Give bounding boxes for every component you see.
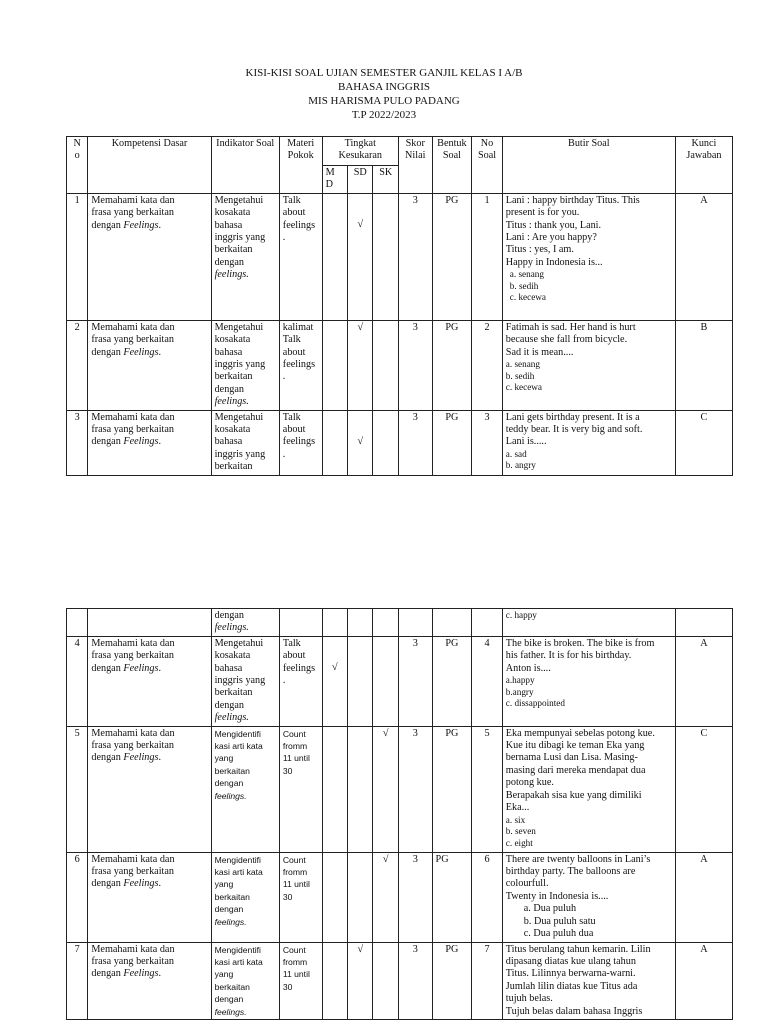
butir-line: Happy in Indonesia is... bbox=[505, 256, 603, 268]
kd-feelings: Feelings bbox=[123, 662, 159, 674]
materi-line: . bbox=[282, 448, 286, 460]
materi-line: kalimat bbox=[282, 321, 314, 333]
soal-number-cell: 5 bbox=[472, 726, 503, 852]
butir-line: Anton is.... bbox=[505, 662, 551, 674]
butir-line: Jumlah lilin diatas kue Titus ada bbox=[505, 980, 638, 992]
kd-feelings: Feelings bbox=[123, 346, 159, 358]
butir-soal-cell bbox=[502, 636, 675, 726]
kd-feelings: Feelings bbox=[123, 219, 159, 231]
empty-cell bbox=[88, 609, 211, 637]
ind-line: Mengidentifi bbox=[214, 854, 261, 865]
table-row bbox=[67, 636, 733, 726]
kompetensi-cell bbox=[88, 636, 211, 726]
ind-line: kasi arti kata bbox=[214, 956, 263, 967]
col-skor-header: Skor Nilai bbox=[398, 137, 432, 194]
soal-number-cell: 1 bbox=[472, 193, 503, 320]
title-line-4: T.P 2022/2023 bbox=[351, 109, 417, 121]
ind-line: kosakata bbox=[214, 207, 251, 219]
check-mark: √ bbox=[357, 943, 364, 955]
option-c: c. dissappointed bbox=[505, 698, 565, 709]
col-md-header: M D bbox=[322, 166, 347, 194]
ind-line: yang bbox=[214, 969, 234, 980]
kd-dot: . bbox=[158, 346, 161, 358]
kd-line bbox=[91, 436, 207, 448]
ind-line: Mengidentifi bbox=[214, 728, 261, 739]
option-c: c. happy bbox=[505, 610, 537, 620]
kd-line: frasa yang berkaitan bbox=[91, 740, 174, 752]
option-a: a. senang bbox=[509, 269, 544, 280]
sd-cell bbox=[348, 726, 373, 852]
ind-line: feelings. bbox=[214, 622, 249, 634]
butir-line: dipasang diatas kue ulang tahun bbox=[505, 955, 636, 967]
kd-line-prefix: dengan bbox=[91, 878, 124, 890]
butir-line: Titus berulang tahun kemarin. Lilin bbox=[505, 943, 651, 955]
skor-cell: 3 bbox=[398, 942, 432, 1019]
butir-line: tujuh belas. bbox=[505, 993, 553, 1005]
empty-cell bbox=[675, 609, 732, 637]
kd-line-prefix: dengan bbox=[91, 662, 124, 674]
indikator-cell bbox=[211, 726, 279, 852]
md-cell bbox=[322, 852, 347, 942]
table-row bbox=[67, 852, 733, 942]
materi-line: 30 bbox=[282, 981, 293, 992]
col-bentuk-header: Bentuk Soal bbox=[432, 137, 472, 194]
empty-cell bbox=[67, 609, 88, 637]
butir-line: There are twenty balloons in Lani’s bbox=[505, 853, 651, 865]
butir-line: Eka... bbox=[505, 802, 530, 814]
kd-feelings: Feelings bbox=[123, 436, 159, 448]
col-kompetensi-header: Kompetensi Dasar bbox=[88, 137, 211, 194]
kd-dot: . bbox=[158, 968, 161, 980]
materi-cell bbox=[279, 636, 322, 726]
sk-cell bbox=[373, 193, 398, 320]
empty-cell bbox=[279, 609, 322, 637]
empty-cell bbox=[472, 609, 503, 637]
document-title bbox=[0, 66, 768, 122]
ind-line: feelings. bbox=[214, 916, 247, 927]
butir-line: The bike is broken. The bike is from bbox=[505, 637, 655, 649]
kd-line: Memahami kata dan bbox=[91, 853, 175, 865]
ind-line: dengan bbox=[214, 256, 244, 268]
kd-line bbox=[91, 347, 207, 359]
ind-line: dengan bbox=[214, 610, 245, 621]
materi-line: . bbox=[282, 675, 286, 687]
row-number: 5 bbox=[67, 726, 88, 852]
kd-feelings: Feelings bbox=[123, 752, 159, 764]
kd-line bbox=[91, 752, 207, 764]
kd-line-prefix: dengan bbox=[91, 219, 124, 231]
kompetensi-cell bbox=[88, 320, 211, 410]
skor-cell: 3 bbox=[398, 636, 432, 726]
materi-line: 30 bbox=[282, 765, 293, 776]
sk-cell bbox=[373, 852, 398, 942]
kd-line-prefix: dengan bbox=[91, 436, 124, 448]
option-a: a.happy bbox=[505, 675, 535, 686]
ind-line: yang bbox=[214, 879, 234, 890]
ind-line: kosakata bbox=[214, 334, 251, 346]
ind-line: berkaitan bbox=[214, 371, 253, 383]
sd-cell bbox=[348, 320, 373, 410]
materi-line: 11 until bbox=[282, 753, 310, 764]
option-a: a. sad bbox=[505, 448, 527, 459]
sk-cell bbox=[373, 410, 398, 475]
materi-line: fromm bbox=[282, 956, 308, 967]
kunci-cell: A bbox=[675, 636, 732, 726]
empty-cell bbox=[348, 609, 373, 637]
ind-line: bahasa bbox=[214, 219, 243, 231]
option-c: c. kecewa bbox=[505, 382, 542, 393]
butir-line: Lani gets birthday present. It is a bbox=[505, 411, 640, 423]
butir-line: Lani is..... bbox=[505, 436, 547, 448]
md-cell bbox=[322, 726, 347, 852]
butir-line: Tujuh belas dalam bahasa Inggris bbox=[505, 1005, 643, 1017]
ind-line: Mengetahui bbox=[214, 637, 264, 649]
ind-line: inggris yang bbox=[214, 232, 266, 244]
option-b: b. Dua puluh satu bbox=[523, 915, 596, 927]
ind-line: berkaitan bbox=[214, 765, 250, 776]
row-number: 2 bbox=[67, 320, 88, 410]
indikator-cell bbox=[211, 636, 279, 726]
butir-line: Lani : Are you happy? bbox=[505, 232, 597, 244]
sd-cell bbox=[348, 636, 373, 726]
bentuk-cell: PG bbox=[432, 852, 472, 942]
butir-line: because she fall from bicycle. bbox=[505, 334, 628, 346]
sk-cell bbox=[373, 726, 398, 852]
materi-line: . bbox=[282, 232, 286, 244]
kd-line: Memahami kata dan bbox=[91, 637, 175, 649]
kd-line: Memahami kata dan bbox=[91, 727, 175, 739]
kd-line: frasa yang berkaitan bbox=[91, 650, 174, 662]
option-b: b.angry bbox=[505, 686, 534, 697]
butir-line: Berapakah sisa kue yang dimiliki bbox=[505, 789, 642, 801]
option-a: a. Dua puluh bbox=[523, 903, 577, 915]
col-nosoal-header: No Soal bbox=[472, 137, 503, 194]
materi-line: Count bbox=[282, 854, 306, 865]
materi-line: . bbox=[282, 371, 286, 383]
kd-line: Memahami kata dan bbox=[91, 194, 175, 206]
kisi-kisi-table-part-1 bbox=[66, 136, 733, 476]
kd-dot: . bbox=[158, 752, 161, 764]
materi-line: fromm bbox=[282, 867, 308, 878]
materi-line: about bbox=[282, 346, 306, 358]
check-mark: √ bbox=[357, 321, 364, 333]
butir-line: Titus. Lilinnya berwarna-warni. bbox=[505, 968, 636, 980]
butir-line: Twenty in Indonesia is.... bbox=[505, 890, 609, 902]
materi-line: feelings bbox=[282, 436, 316, 448]
materi-line: about bbox=[282, 424, 306, 436]
butir-line: Titus : thank you, Lani. bbox=[505, 219, 602, 231]
kd-line-prefix: dengan bbox=[91, 346, 124, 358]
butir-soal-cell bbox=[502, 193, 675, 320]
table-row bbox=[67, 410, 733, 475]
bentuk-cell: PG bbox=[432, 320, 472, 410]
ind-line: feelings. bbox=[214, 269, 249, 281]
kd-dot: . bbox=[158, 219, 161, 231]
ind-line: inggris yang bbox=[214, 675, 266, 687]
ind-line: berkaitan bbox=[214, 891, 250, 902]
ind-line: bahasa bbox=[214, 436, 243, 448]
ind-line: bahasa bbox=[214, 662, 243, 674]
ind-line: inggris yang bbox=[214, 448, 266, 460]
soal-number-cell: 4 bbox=[472, 636, 503, 726]
md-cell bbox=[322, 193, 347, 320]
kompetensi-cell bbox=[88, 942, 211, 1019]
materi-cell bbox=[279, 726, 322, 852]
butir-line: potong kue. bbox=[505, 777, 554, 789]
bentuk-cell: PG bbox=[432, 636, 472, 726]
butir-line: birthday party. The balloons are bbox=[505, 866, 636, 878]
sd-cell bbox=[348, 942, 373, 1019]
title-line-3: MIS HARISMA PULO PADANG bbox=[308, 95, 460, 107]
materi-line: about bbox=[282, 650, 306, 662]
butir-soal-cell bbox=[502, 852, 675, 942]
check-mark: √ bbox=[357, 435, 364, 447]
kd-line bbox=[91, 220, 207, 232]
kd-line bbox=[91, 878, 207, 890]
ind-line: berkaitan bbox=[214, 981, 250, 992]
col-materi-header: Materi Pokok bbox=[279, 137, 322, 194]
row-number: 6 bbox=[67, 852, 88, 942]
sk-cell bbox=[373, 942, 398, 1019]
col-indikator-header: Indikator Soal bbox=[211, 137, 279, 194]
materi-line: fromm bbox=[282, 741, 308, 752]
materi-line: Count bbox=[282, 728, 306, 739]
butir-soal-cell bbox=[502, 942, 675, 1019]
sd-cell bbox=[348, 193, 373, 320]
check-mark: √ bbox=[332, 661, 338, 673]
kunci-cell: A bbox=[675, 942, 732, 1019]
kunci-cell: C bbox=[675, 410, 732, 475]
kompetensi-cell bbox=[88, 410, 211, 475]
option-c: c. kecewa bbox=[509, 292, 546, 303]
ind-line: Mengidentifi bbox=[214, 944, 261, 955]
kd-line bbox=[91, 663, 207, 675]
empty-cell bbox=[432, 609, 472, 637]
check-mark: √ bbox=[382, 853, 389, 865]
materi-line: Talk bbox=[282, 194, 301, 206]
bentuk-cell: PG bbox=[432, 942, 472, 1019]
option-b: b. sedih bbox=[505, 370, 535, 381]
butir-soal-cell bbox=[502, 609, 675, 637]
kd-line: frasa yang berkaitan bbox=[91, 424, 174, 436]
ind-line: yang bbox=[214, 753, 234, 764]
col-sd-header: SD bbox=[348, 166, 373, 194]
materi-line: feelings bbox=[282, 359, 316, 371]
indikator-cell bbox=[211, 320, 279, 410]
skor-cell: 3 bbox=[398, 726, 432, 852]
check-mark: √ bbox=[357, 218, 364, 230]
materi-line: Talk bbox=[282, 334, 301, 346]
ind-line: kosakata bbox=[214, 424, 251, 436]
ind-line: Mengetahui bbox=[214, 194, 264, 206]
table-header-row bbox=[67, 137, 733, 166]
table-row bbox=[67, 726, 733, 852]
indikator-cell bbox=[211, 410, 279, 475]
title-line-1: KISI-KISI SOAL UJIAN SEMESTER GANJIL KELAS I A/B bbox=[245, 67, 523, 79]
title-line-2: BAHASA INGGRIS bbox=[338, 81, 430, 93]
soal-number-cell: 6 bbox=[472, 852, 503, 942]
ind-line: feelings. bbox=[214, 1006, 247, 1017]
soal-number-cell: 3 bbox=[472, 410, 503, 475]
butir-soal-cell bbox=[502, 320, 675, 410]
materi-line: 30 bbox=[282, 891, 293, 902]
empty-cell bbox=[398, 609, 432, 637]
kd-line: Memahami kata dan bbox=[91, 943, 175, 955]
butir-line: Fatimah is sad. Her hand is hurt bbox=[505, 321, 636, 333]
butir-soal-cell bbox=[502, 410, 675, 475]
kd-line: frasa yang berkaitan bbox=[91, 866, 174, 878]
md-cell bbox=[322, 410, 347, 475]
materi-line: Talk bbox=[282, 411, 301, 423]
kunci-cell: A bbox=[675, 852, 732, 942]
ind-line: feelings. bbox=[214, 396, 249, 408]
skor-cell: 3 bbox=[398, 410, 432, 475]
materi-line: Talk bbox=[282, 637, 301, 649]
kunci-cell: B bbox=[675, 320, 732, 410]
indikator-cell bbox=[211, 942, 279, 1019]
empty-cell bbox=[322, 609, 347, 637]
table-row bbox=[67, 320, 733, 410]
empty-cell bbox=[373, 609, 398, 637]
materi-line: feelings bbox=[282, 662, 316, 674]
materi-line: 11 until bbox=[282, 879, 310, 890]
skor-cell: 3 bbox=[398, 320, 432, 410]
soal-number-cell: 7 bbox=[472, 942, 503, 1019]
kd-line bbox=[91, 968, 207, 980]
ind-line: dengan bbox=[214, 994, 244, 1005]
bentuk-cell: PG bbox=[432, 193, 472, 320]
materi-cell bbox=[279, 320, 322, 410]
kd-line: frasa yang berkaitan bbox=[91, 207, 174, 219]
butir-soal-cell bbox=[502, 726, 675, 852]
kd-feelings: Feelings bbox=[123, 968, 159, 980]
option-a: a. senang bbox=[505, 359, 540, 370]
ind-line: feelings. bbox=[214, 790, 247, 801]
materi-cell bbox=[279, 410, 322, 475]
kd-line: Memahami kata dan bbox=[91, 321, 175, 333]
row-number: 7 bbox=[67, 942, 88, 1019]
materi-cell bbox=[279, 193, 322, 320]
kunci-cell: C bbox=[675, 726, 732, 852]
materi-line: Count bbox=[282, 944, 306, 955]
col-no-header: N o bbox=[67, 137, 88, 194]
ind-line: Mengetahui bbox=[214, 411, 264, 423]
butir-line: masing dari mereka mendapat dua bbox=[505, 764, 646, 776]
option-b: b. seven bbox=[505, 826, 536, 837]
md-cell bbox=[322, 942, 347, 1019]
ind-line: dengan bbox=[214, 383, 244, 395]
materi-cell bbox=[279, 852, 322, 942]
ind-line: berkaitan bbox=[214, 244, 253, 256]
indikator-cell bbox=[211, 193, 279, 320]
ind-line: berkaitan bbox=[214, 687, 253, 699]
option-b: b. sedih bbox=[509, 280, 539, 291]
row-number: 4 bbox=[67, 636, 88, 726]
kd-line: frasa yang berkaitan bbox=[91, 334, 174, 346]
col-tingkat-header: Tingkat Kesukaran bbox=[322, 137, 398, 166]
check-mark: √ bbox=[382, 727, 389, 739]
ind-line: bahasa bbox=[214, 346, 243, 358]
materi-line: 11 until bbox=[282, 969, 310, 980]
col-butir-header: Butir Soal bbox=[502, 137, 675, 194]
kd-dot: . bbox=[158, 436, 161, 448]
materi-line: about bbox=[282, 207, 306, 219]
ind-line: dengan bbox=[214, 699, 245, 711]
butir-line: colourfull. bbox=[505, 878, 549, 890]
skor-cell: 3 bbox=[398, 193, 432, 320]
kd-line-prefix: dengan bbox=[91, 752, 124, 764]
sk-cell bbox=[373, 320, 398, 410]
bentuk-cell: PG bbox=[432, 410, 472, 475]
ind-line: kasi arti kata bbox=[214, 741, 263, 752]
ind-line: dengan bbox=[214, 904, 244, 915]
continuation-row bbox=[67, 609, 733, 637]
indikator-cell bbox=[211, 609, 279, 637]
kd-line: frasa yang berkaitan bbox=[91, 955, 174, 967]
kd-dot: . bbox=[158, 662, 161, 674]
kd-line-prefix: dengan bbox=[91, 968, 124, 980]
table-row bbox=[67, 193, 733, 320]
butir-line: Titus : yes, I am. bbox=[505, 244, 574, 256]
soal-number-cell: 2 bbox=[472, 320, 503, 410]
ind-line: inggris yang bbox=[214, 359, 266, 371]
option-b: b. angry bbox=[505, 460, 536, 471]
col-kunci-header: Kunci Jawaban bbox=[675, 137, 732, 194]
ind-line: dengan bbox=[214, 778, 244, 789]
butir-line: Sad it is mean.... bbox=[505, 346, 574, 358]
row-number: 1 bbox=[67, 193, 88, 320]
option-c: c. Dua puluh dua bbox=[523, 928, 594, 940]
butir-line: teddy bear. It is very big and soft. bbox=[505, 424, 643, 436]
kd-feelings: Feelings bbox=[123, 878, 159, 890]
ind-line: kasi arti kata bbox=[214, 867, 263, 878]
ind-line: Mengetahui bbox=[214, 321, 264, 333]
skor-cell: 3 bbox=[398, 852, 432, 942]
butir-line: Eka mempunyai sebelas potong kue. bbox=[505, 727, 655, 739]
ind-line: kosakata bbox=[214, 650, 251, 662]
ind-line: berkaitan bbox=[214, 461, 253, 473]
butir-line: present is for you. bbox=[505, 207, 580, 219]
butir-line: Lani : happy birthday Titus. This bbox=[505, 194, 640, 206]
kompetensi-cell bbox=[88, 852, 211, 942]
row-number: 3 bbox=[67, 410, 88, 475]
ind-line: feelings. bbox=[214, 712, 249, 724]
kompetensi-cell bbox=[88, 726, 211, 852]
butir-line: Kue itu dibagi ke teman Eka yang bbox=[505, 740, 645, 752]
materi-line: feelings bbox=[282, 219, 316, 231]
sd-cell bbox=[348, 852, 373, 942]
indikator-cell bbox=[211, 852, 279, 942]
table-row bbox=[67, 942, 733, 1019]
kunci-cell: A bbox=[675, 193, 732, 320]
kompetensi-cell bbox=[88, 193, 211, 320]
kd-line: Memahami kata dan bbox=[91, 411, 175, 423]
sd-cell bbox=[348, 410, 373, 475]
materi-cell bbox=[279, 942, 322, 1019]
kd-dot: . bbox=[158, 878, 161, 890]
md-cell bbox=[322, 320, 347, 410]
col-sk-header: SK bbox=[373, 166, 398, 194]
butir-line: his father. It is for his birthday. bbox=[505, 650, 632, 662]
butir-line: bernama Lusi dan Lisa. Masing- bbox=[505, 752, 638, 764]
sk-cell bbox=[373, 636, 398, 726]
option-a: a. six bbox=[505, 814, 526, 825]
md-cell bbox=[322, 636, 347, 726]
bentuk-cell: PG bbox=[432, 726, 472, 852]
option-c: c. eight bbox=[505, 837, 533, 848]
kisi-kisi-table-part-2 bbox=[66, 608, 733, 1020]
